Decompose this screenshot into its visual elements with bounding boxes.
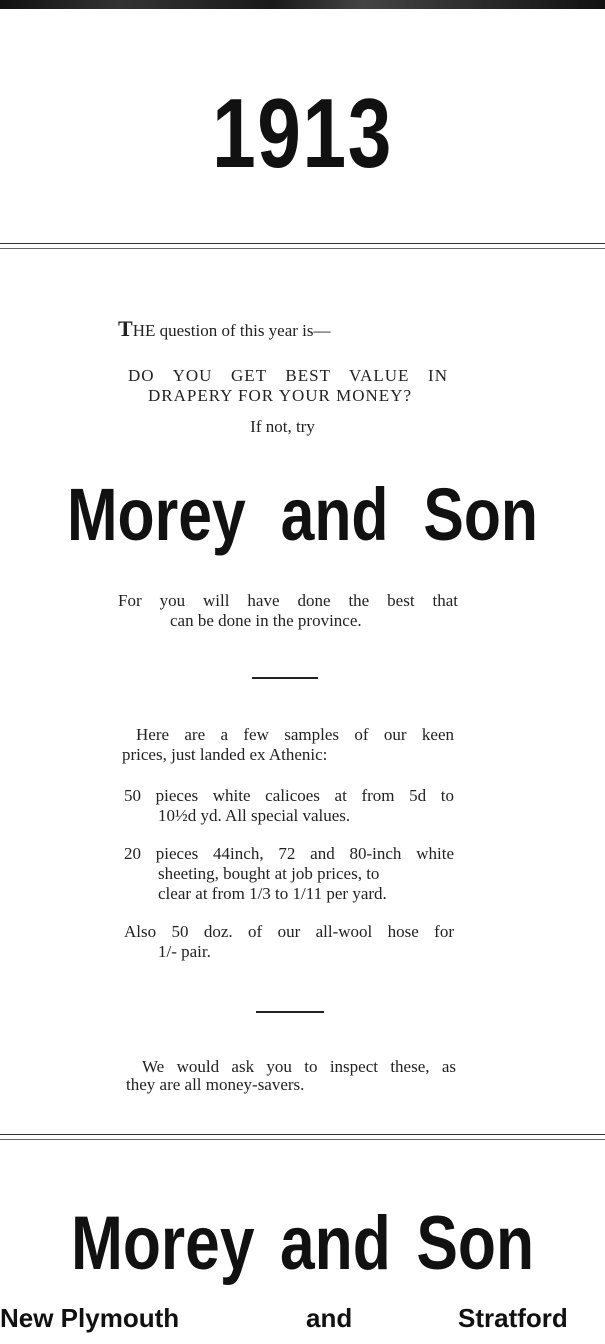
try-line: If not, try (250, 417, 315, 436)
item-first-line: 50 pieces white calicoes at from 5d to (124, 786, 454, 805)
item-first-line: Also 50 doz. of our all-wool hose for (124, 922, 454, 941)
location-new-plymouth: New Plymouth (0, 1303, 180, 1333)
item-continuation: sheeting, bought at job prices, to (158, 864, 380, 883)
footer-shop-name: Morey and Son (70, 1201, 535, 1286)
list-item (124, 844, 454, 904)
divider-short-2 (256, 1011, 324, 1013)
location-stratford: Stratford (458, 1303, 568, 1333)
tagline-line-1: For you will have done the best that (118, 591, 458, 610)
closing-line-2: they are all money-savers. (126, 1075, 305, 1094)
intro-line (118, 316, 478, 341)
dropcap-letter: T (118, 316, 133, 341)
item-continuation: 10½d yd. All special values. (158, 806, 351, 825)
tagline-line-2: can be done in the province. (170, 611, 362, 630)
item-first-line: 20 pieces 44inch, 72 and 80-inch white (124, 844, 454, 863)
location-and: and (306, 1303, 353, 1333)
list-item (124, 786, 454, 826)
double-rule-top (0, 243, 605, 251)
question-line-2: DRAPERY FOR YOUR MONEY? (148, 386, 413, 405)
item-continuation: clear at from 1/3 to 1/11 per yard. (158, 884, 387, 903)
shop-name-headline: Morey and Son (66, 473, 539, 556)
samples-intro-line-2: prices, just landed ex Athenic: (122, 745, 328, 764)
samples-intro-line-1: Here are a few samples of our keen (136, 725, 454, 744)
question-line-1: DO YOU GET BEST VALUE IN (128, 366, 448, 385)
item-continuation: 1/- pair. (158, 942, 211, 961)
double-rule-bottom (0, 1134, 605, 1142)
year-heading: 1913 (212, 78, 393, 188)
intro-line-text: HE question of this year is— (132, 321, 331, 340)
top-border-band (0, 0, 605, 9)
divider-short-1 (252, 677, 318, 679)
list-item (124, 922, 454, 962)
closing-line-1: We would ask you to inspect these, as (142, 1057, 456, 1076)
